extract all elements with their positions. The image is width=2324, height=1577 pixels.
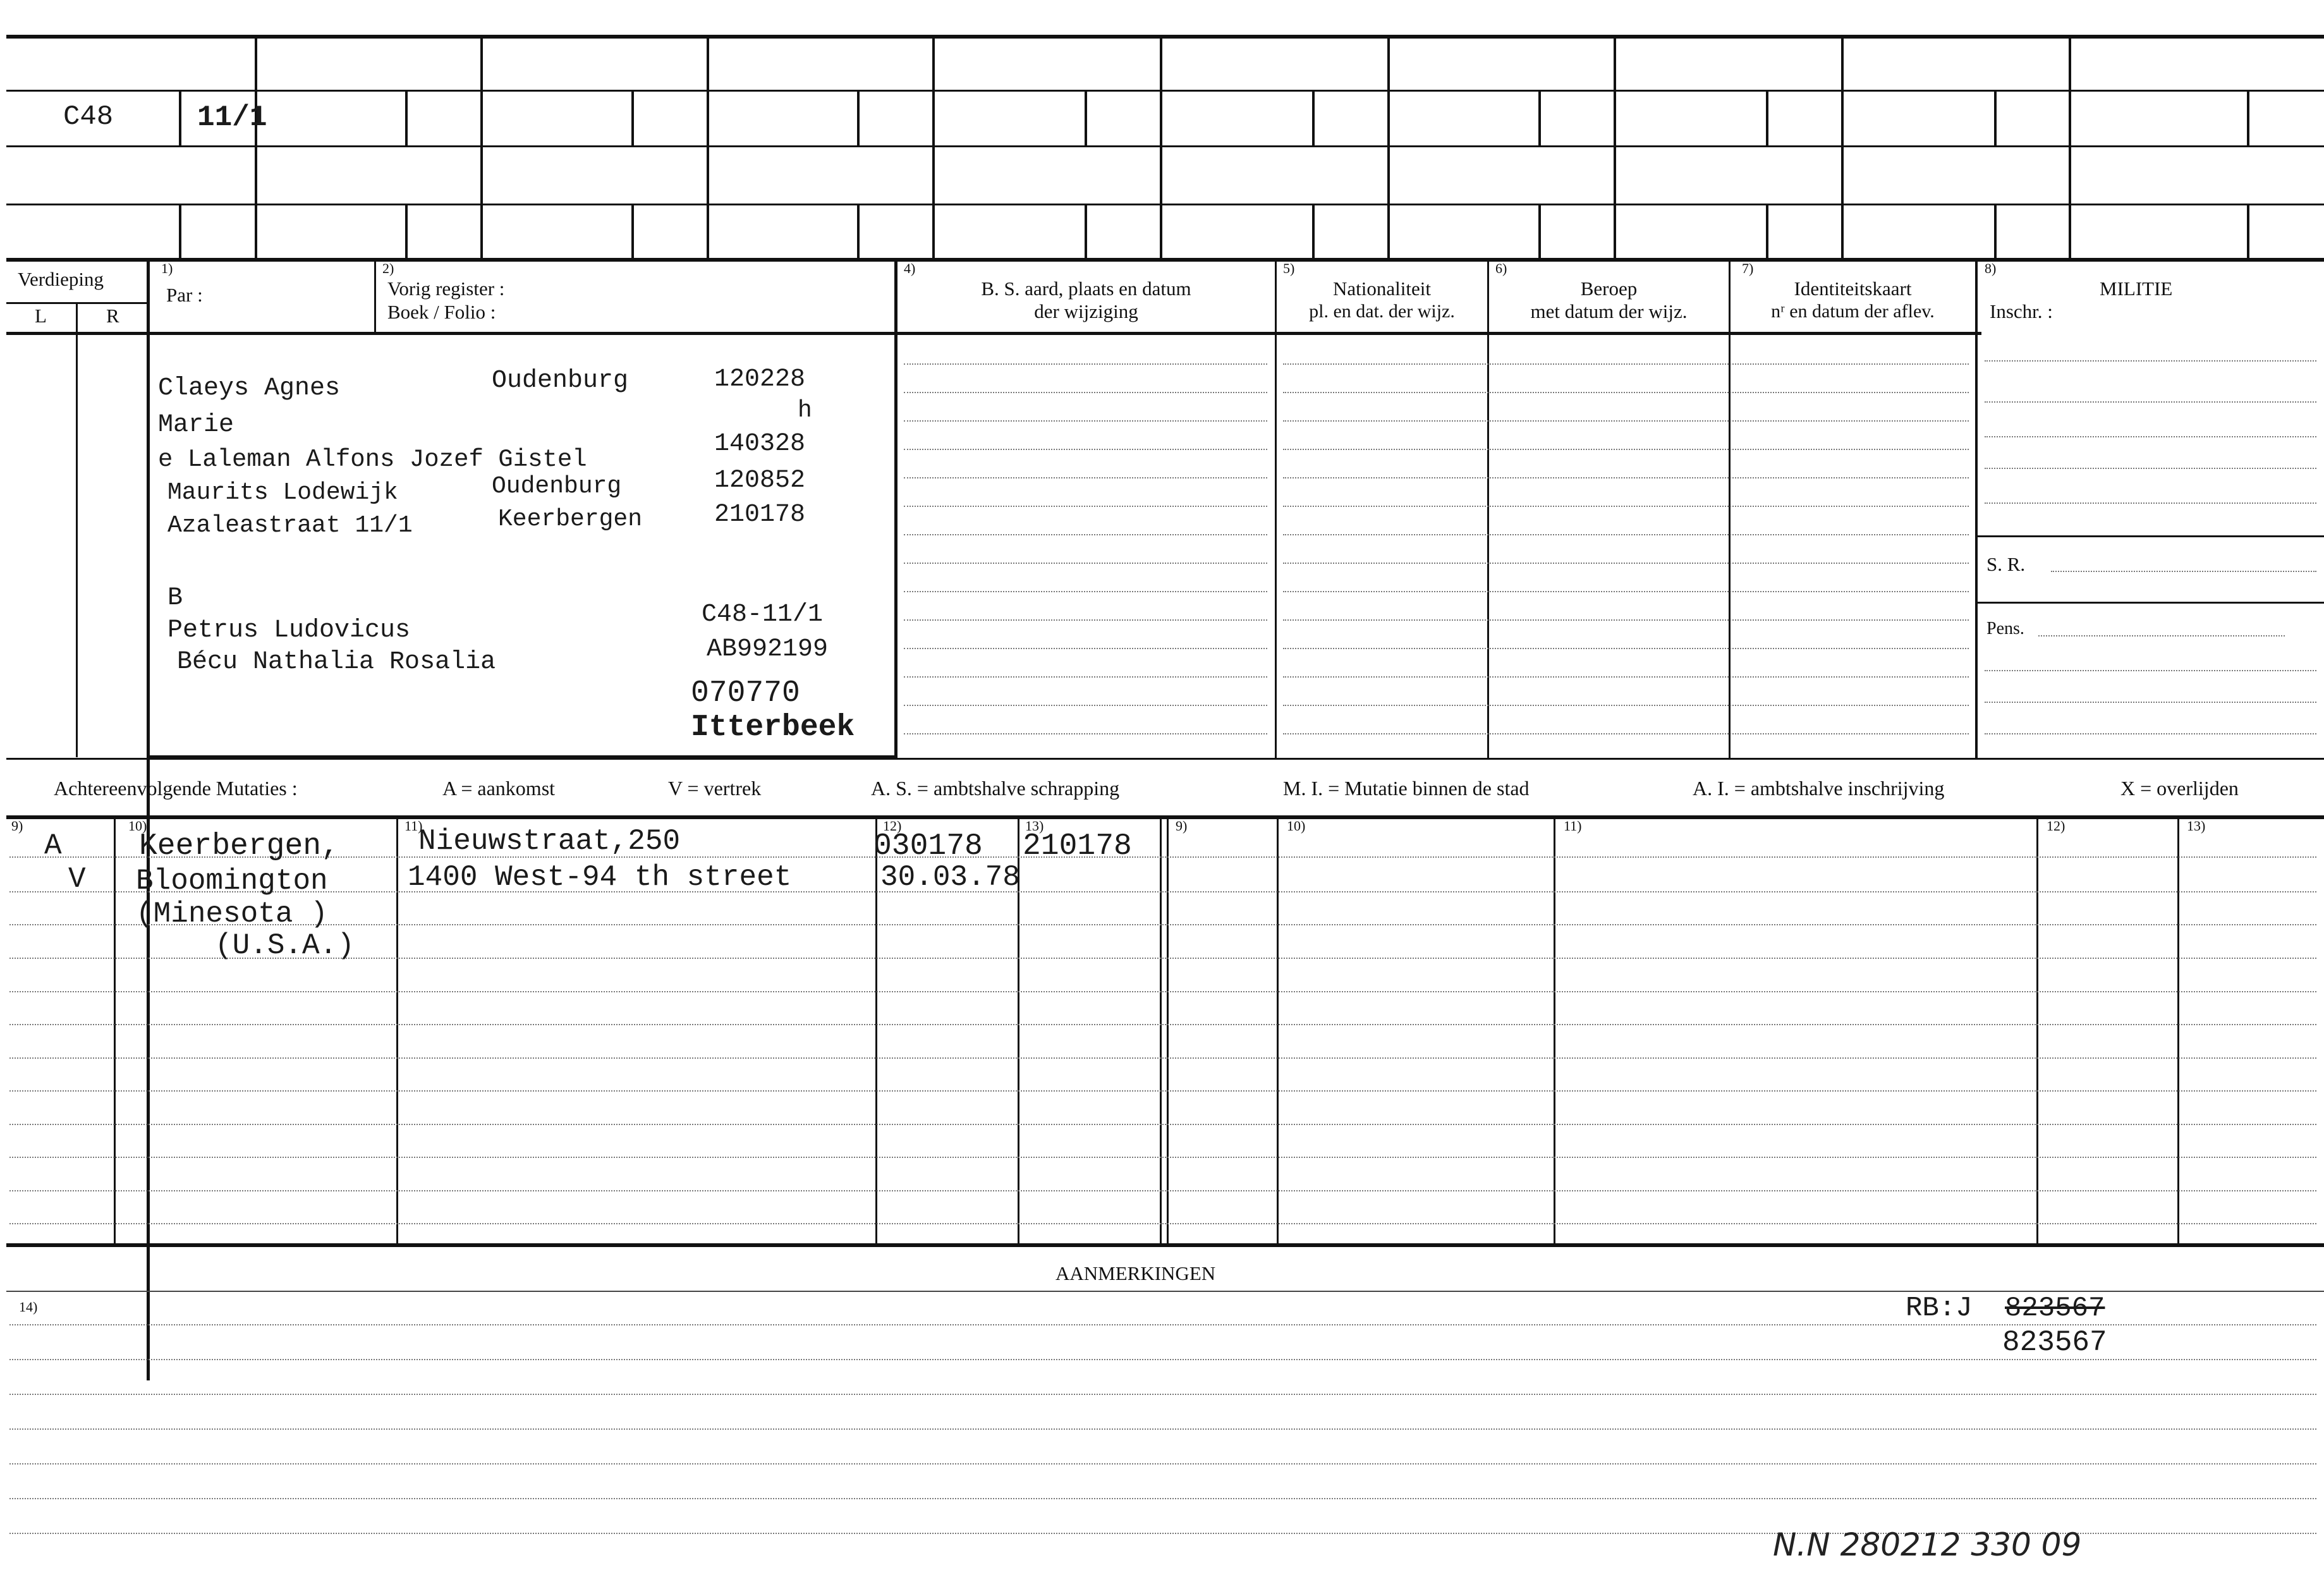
mut-col10b-number: 10) <box>1287 818 1306 834</box>
vorig-register-label: Vorig register : <box>387 277 505 300</box>
col2-number: 2) <box>382 260 394 276</box>
person-ref-code: C48-11/1 <box>702 600 824 629</box>
mut-col13b-number: 13) <box>2187 818 2206 834</box>
mutation-row-4-place: (U.S.A.) <box>215 929 355 962</box>
mut-col9-number: 9) <box>11 818 23 834</box>
person-spouse: Bécu Nathalia Rosalia <box>177 648 496 676</box>
person-name-line-4: e Laleman Alfons Jozef Gistel <box>158 446 587 473</box>
legend-ai: A. I. = ambtshalve inschrijving <box>1693 777 1945 800</box>
mut-col12-number: 12) <box>883 818 902 834</box>
mutation-row-3-place: (Minesota ) <box>136 898 328 930</box>
verdieping-label: Verdieping <box>18 268 104 290</box>
identiteitskaart-label-line1: Identiteitskaart <box>1794 277 1912 300</box>
mutation-row-2-date1: 30.03.78 <box>880 861 1020 894</box>
identiteitskaart-label-line2: nʳ en datum der aflev. <box>1771 301 1935 322</box>
bs-label-line1: B. S. aard, plaats en datum <box>981 277 1191 300</box>
boek-folio-label: Boek / Folio : <box>387 301 496 323</box>
person-first-names: Petrus Ludovicus <box>167 616 411 645</box>
mut-col11b-number: 11) <box>1564 818 1582 834</box>
person-name-line-1: Claeys Agnes <box>158 374 341 403</box>
rb-number: 823567 <box>2002 1326 2107 1359</box>
remarks-title: AANMERKINGEN <box>1056 1262 1216 1284</box>
militie-label: MILITIE <box>2100 277 2173 300</box>
mutation-row-1-address: Nieuwstraat,250 <box>418 825 681 858</box>
mut-col13-number: 13) <box>1025 818 1044 834</box>
person-code-line-2: h <box>798 397 812 424</box>
inschr-label: Inschr. : <box>1990 300 2053 322</box>
nationaliteit-label-line2: pl. en dat. der wijz. <box>1309 301 1455 322</box>
bs-label-line2: der wijziging <box>1034 300 1138 322</box>
person-birthplace: Itterbeek <box>691 710 855 745</box>
person-place-line-5: Oudenburg <box>492 473 622 500</box>
mut-col9b-number: 9) <box>1176 818 1188 834</box>
person-place-line-6: Keerbergen <box>498 506 643 533</box>
mutation-row-2-place: Bloomington <box>136 865 328 898</box>
legend-mi: M. I. = Mutatie binnen de stad <box>1283 777 1530 800</box>
remarks-number: 14) <box>19 1299 38 1315</box>
person-code-line-1: 120228 <box>714 365 806 394</box>
nationaliteit-label-line1: Nationaliteit <box>1333 277 1431 300</box>
person-name-line-3: Marie <box>158 411 234 439</box>
sr-label: S. R. <box>1986 553 2026 575</box>
l-label: L <box>35 305 47 327</box>
legend-x: X = overlijden <box>2120 777 2239 800</box>
person-code-line-5: 120852 <box>714 466 806 495</box>
mutation-row-2-type: V <box>68 863 86 896</box>
col6-number: 6) <box>1495 260 1507 276</box>
person-place-line-1: Oudenburg <box>492 367 629 395</box>
col1-number: 1) <box>161 260 173 276</box>
legend-a: A = aankomst <box>442 777 556 800</box>
mutation-row-1-place: Keerbergen, <box>139 829 339 863</box>
mutation-row-1-date1: 030178 <box>873 829 983 863</box>
person-name-line-5: Maurits Lodewijk <box>167 479 398 506</box>
col7-number: 7) <box>1742 260 1754 276</box>
top-number: 11/1 <box>197 101 267 134</box>
person-ab-code: AB992199 <box>707 635 829 664</box>
person-name-line-6: Azaleastraat 11/1 <box>167 512 413 539</box>
person-code-line-6: 210178 <box>714 501 806 529</box>
pens-label: Pens. <box>1986 619 2024 638</box>
mut-col11-number: 11) <box>405 818 423 834</box>
col5-number: 5) <box>1283 260 1295 276</box>
legend-v: V = vertrek <box>668 777 762 800</box>
col8-number: 8) <box>1985 260 1997 276</box>
mutation-row-1-type: A <box>44 829 62 862</box>
rb-struck-number: 823567 <box>2005 1293 2105 1324</box>
person-b-label: B <box>167 584 183 612</box>
mutation-row-1-date2: 210178 <box>1023 829 1132 863</box>
legend-title: Achtereenvolgende Mutaties : <box>54 777 298 800</box>
mutation-row-2-address: 1400 West-94 th street <box>408 861 792 894</box>
person-code-line-4: 140328 <box>714 430 806 458</box>
rb-label: RB:J <box>1906 1293 1973 1324</box>
mut-col12b-number: 12) <box>2047 818 2065 834</box>
person-date: 070770 <box>691 676 800 710</box>
legend-as: A. S. = ambtshalve schrapping <box>871 777 1120 800</box>
top-code: C48 <box>63 101 114 133</box>
mut-col10-number: 10) <box>128 818 147 834</box>
beroep-label-line1: Beroep <box>1580 277 1638 300</box>
nn-number: N.N 280212 330 09 <box>1773 1526 2082 1563</box>
r-label: R <box>106 305 119 327</box>
beroep-label-line2: met datum der wijz. <box>1530 300 1688 322</box>
par-label: Par : <box>166 284 203 306</box>
col4-number: 4) <box>904 260 916 276</box>
